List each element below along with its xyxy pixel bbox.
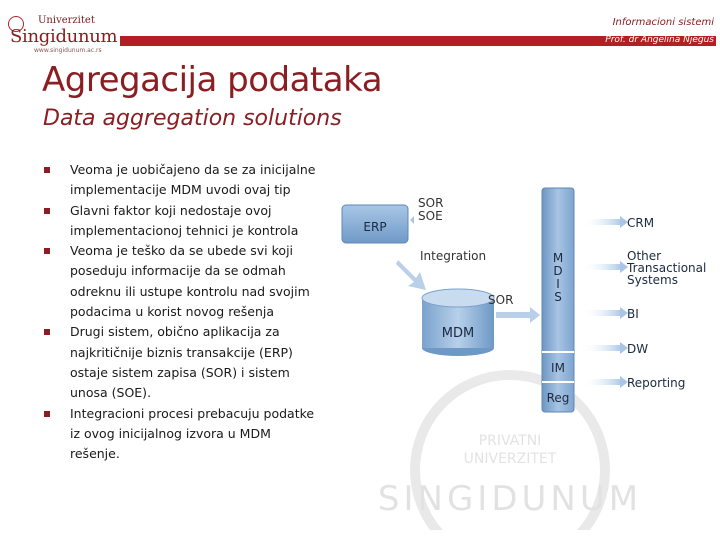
arrow-icon (582, 379, 622, 385)
watermark-line2: UNIVERZITET (463, 451, 557, 467)
mdis-letter: S (554, 290, 562, 304)
course-title: Informacioni sistemi (612, 17, 714, 28)
target-dw: DW (627, 342, 649, 356)
author-name: Prof. dr Angelina Njeguš (605, 35, 714, 45)
mdm-database-icon (422, 289, 494, 356)
soe-label: SOE (418, 209, 443, 223)
slide-subtitle: Data aggregation solutions (43, 106, 342, 131)
erp-label: ERP (363, 220, 387, 234)
watermark-seal (378, 375, 642, 530)
reg-label: Reg (546, 391, 570, 405)
mdis-letter: I (556, 277, 560, 291)
bullet-item (44, 160, 324, 201)
bullet-text: Veoma je teško da se ubede svi koji poseduju informacije da se odmah odreknu ili ustupe kontrolu nad svojim podacima u korist novog rešenja (70, 243, 310, 320)
target-crm: CRM (627, 216, 655, 230)
slide-title: Agregacija podataka (42, 60, 383, 100)
bullet-list (44, 160, 324, 464)
mdis-letter: M (552, 251, 564, 265)
bullet-marker-icon (44, 167, 50, 173)
target-other-line: Other (627, 249, 662, 263)
arrow-icon (582, 345, 622, 351)
watermark-arc-text: SINGIDUNUM (377, 479, 643, 519)
logo-web-text: www.singidunum.ac.rs (34, 47, 102, 54)
integration-arrow-icon (396, 260, 426, 290)
target-other-line: Transactional (627, 261, 707, 275)
mdis-letter: D (553, 264, 563, 278)
logo-univerzitet-text: Univerzitet (38, 15, 95, 26)
im-label: IM (551, 361, 565, 375)
integration-label: Integration (420, 249, 487, 263)
arrow-icon (582, 219, 622, 225)
bullet-item (44, 404, 324, 465)
target-reporting: Reporting (627, 376, 686, 390)
bullet-marker-icon (44, 329, 50, 335)
bullet-marker-icon (44, 411, 50, 417)
bullet-marker-icon (44, 208, 50, 214)
logo-singidunum-text: Singidunum (10, 26, 118, 47)
bullet-text: Integracioni procesi prebacuju podatke iz ovog inicijalnog izvora u MDM rešenje. (70, 405, 315, 462)
arrow-icon (410, 216, 414, 224)
sor-label-mdm: SOR (488, 293, 514, 307)
bullet-text: Drugi sistem, obično aplikacija za najkritičnije biznis transakcije (ERP) ostaje sistem zapisa (SOR) i sistem unosa (SOE). (70, 324, 293, 401)
bullet-item (44, 201, 324, 242)
bullet-item (44, 322, 324, 403)
arrow-icon (496, 307, 540, 323)
bullet-text: Glavni faktor koji nedostaje ovoj implementacionoj tehnici je kontrola (70, 202, 299, 238)
university-logo (8, 14, 118, 58)
bullet-marker-icon (44, 248, 50, 254)
arrow-icon (582, 310, 622, 316)
bullet-text: Veoma je uobičajeno da se za inicijalne implementacije MDM uvodi ovaj tip (70, 162, 316, 198)
mdm-label: MDM (441, 326, 475, 341)
bullet-item (44, 241, 324, 322)
data-aggregation-diagram (330, 180, 720, 530)
target-other-line: Systems (627, 273, 678, 287)
watermark-line1: PRIVATNI (478, 433, 542, 449)
sor-label-erp: SOR (418, 196, 444, 210)
arrow-icon (582, 264, 622, 270)
target-bi: BI (627, 307, 639, 321)
